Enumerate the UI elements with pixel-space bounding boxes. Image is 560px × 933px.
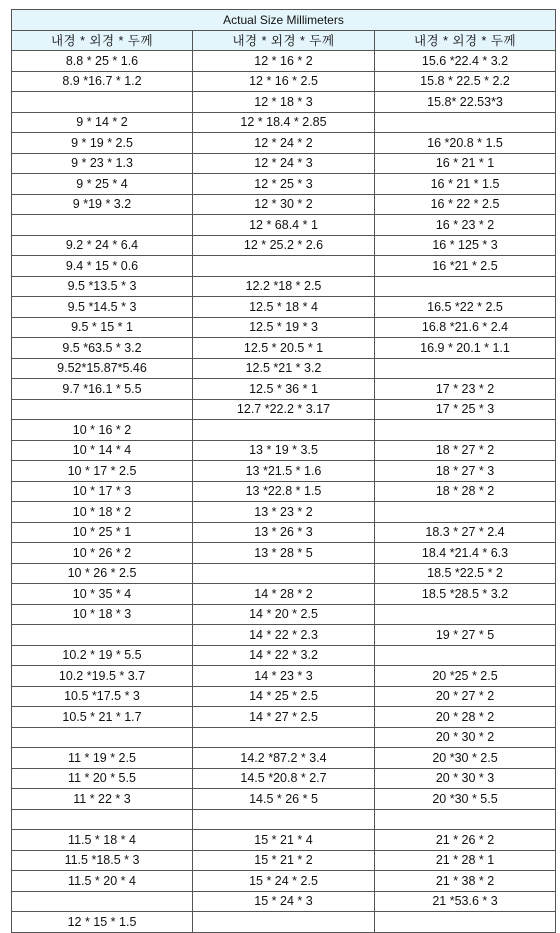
table-cell: 12.5 * 20.5 * 1 <box>193 338 375 359</box>
table-row <box>12 830 556 851</box>
table-row <box>12 461 556 482</box>
table-cell <box>12 399 193 420</box>
table-row <box>12 543 556 564</box>
table-cell: 10 * 18 * 2 <box>12 502 193 523</box>
table-cell: 10 * 16 * 2 <box>12 420 193 441</box>
table-cell: 10 * 25 * 1 <box>12 522 193 543</box>
column-header-1: 내경 * 외경 * 두께 <box>12 30 193 51</box>
table-cell: 12 * 16 * 2.5 <box>193 71 375 92</box>
table-row <box>12 153 556 174</box>
table-row <box>12 235 556 256</box>
table-cell: 12.5 *21 * 3.2 <box>193 358 375 379</box>
table-row <box>12 604 556 625</box>
table-cell: 18.4 *21.4 * 6.3 <box>375 543 556 564</box>
table-row <box>12 51 556 72</box>
table-cell: 9 * 14 * 2 <box>12 112 193 133</box>
table-cell: 16.8 *21.6 * 2.4 <box>375 317 556 338</box>
table-row <box>12 666 556 687</box>
table-row <box>12 727 556 748</box>
table-cell: 11.5 * 18 * 4 <box>12 830 193 851</box>
table-cell: 16 * 22 * 2.5 <box>375 194 556 215</box>
table-cell: 9.4 * 15 * 0.6 <box>12 256 193 277</box>
table-row <box>12 563 556 584</box>
table-cell: 20 * 30 * 3 <box>375 768 556 789</box>
table-cell <box>193 256 375 277</box>
table-cell: 12 * 25 * 3 <box>193 174 375 195</box>
table-cell: 18.5 *22.5 * 2 <box>375 563 556 584</box>
table-cell: 13 * 26 * 3 <box>193 522 375 543</box>
table-cell: 14 * 25 * 2.5 <box>193 686 375 707</box>
table-cell: 14 * 22 * 2.3 <box>193 625 375 646</box>
table-cell: 8.8 * 25 * 1.6 <box>12 51 193 72</box>
table-cell: 18.3 * 27 * 2.4 <box>375 522 556 543</box>
table-row <box>12 71 556 92</box>
table-row <box>12 420 556 441</box>
table-cell: 14.2 *87.2 * 3.4 <box>193 748 375 769</box>
table-row <box>12 789 556 810</box>
table-cell: 11.5 *18.5 * 3 <box>12 850 193 871</box>
title-row <box>12 10 556 31</box>
table-row <box>12 768 556 789</box>
table-cell <box>375 276 556 297</box>
table-cell: 11 * 20 * 5.5 <box>12 768 193 789</box>
table-cell: 18.5 *28.5 * 3.2 <box>375 584 556 605</box>
table-cell: 10 * 26 * 2.5 <box>12 563 193 584</box>
table-cell: 9.5 *14.5 * 3 <box>12 297 193 318</box>
table-row <box>12 809 556 830</box>
table-cell: 12 * 68.4 * 1 <box>193 215 375 236</box>
table-cell <box>193 912 375 933</box>
table-row <box>12 215 556 236</box>
table-cell: 21 * 28 * 1 <box>375 850 556 871</box>
table-cell <box>375 645 556 666</box>
table-cell: 12.5 * 19 * 3 <box>193 317 375 338</box>
table-row <box>12 440 556 461</box>
table-row <box>12 297 556 318</box>
table-row <box>12 358 556 379</box>
table-cell: 9 * 23 * 1.3 <box>12 153 193 174</box>
table-cell: 9.2 * 24 * 6.4 <box>12 235 193 256</box>
table-cell: 10.5 *17.5 * 3 <box>12 686 193 707</box>
table-cell: 18 * 28 * 2 <box>375 481 556 502</box>
table-cell <box>12 809 193 830</box>
table-cell: 14 * 20 * 2.5 <box>193 604 375 625</box>
table-cell <box>375 604 556 625</box>
table-cell: 16 *20.8 * 1.5 <box>375 133 556 154</box>
table-cell: 20 * 28 * 2 <box>375 707 556 728</box>
table-cell: 10.2 *19.5 * 3.7 <box>12 666 193 687</box>
column-header-3: 내경 * 외경 * 두께 <box>375 30 556 51</box>
table-row <box>12 625 556 646</box>
table-row <box>12 748 556 769</box>
table-cell: 12.7 *22.2 * 3.17 <box>193 399 375 420</box>
table-cell: 9 * 19 * 2.5 <box>12 133 193 154</box>
table-cell: 20 *30 * 5.5 <box>375 789 556 810</box>
table-cell: 9 *19 * 3.2 <box>12 194 193 215</box>
table-cell: 12.5 * 18 * 4 <box>193 297 375 318</box>
table-cell: 14 * 23 * 3 <box>193 666 375 687</box>
table-cell: 15.8* 22.53*3 <box>375 92 556 113</box>
table-cell <box>12 727 193 748</box>
table-row <box>12 174 556 195</box>
table-cell: 8.9 *16.7 * 1.2 <box>12 71 193 92</box>
table-cell: 12 * 24 * 2 <box>193 133 375 154</box>
table-cell: 14.5 *20.8 * 2.7 <box>193 768 375 789</box>
table-cell: 12 * 25.2 * 2.6 <box>193 235 375 256</box>
table-cell: 9.5 *13.5 * 3 <box>12 276 193 297</box>
table-cell: 15.8 * 22.5 * 2.2 <box>375 71 556 92</box>
table-cell: 17 * 25 * 3 <box>375 399 556 420</box>
table-row <box>12 338 556 359</box>
table-cell <box>193 420 375 441</box>
table-cell: 20 * 30 * 2 <box>375 727 556 748</box>
table-cell: 18 * 27 * 2 <box>375 440 556 461</box>
table-cell: 14 * 27 * 2.5 <box>193 707 375 728</box>
table-row <box>12 891 556 912</box>
table-row <box>12 481 556 502</box>
table-row <box>12 256 556 277</box>
table-cell: 9.5 *63.5 * 3.2 <box>12 338 193 359</box>
table-cell: 12 * 30 * 2 <box>193 194 375 215</box>
table-cell: 20 * 27 * 2 <box>375 686 556 707</box>
table-cell: 16 * 23 * 2 <box>375 215 556 236</box>
table-cell: 14.5 * 26 * 5 <box>193 789 375 810</box>
table-cell: 16 * 21 * 1.5 <box>375 174 556 195</box>
table-row <box>12 502 556 523</box>
table-row <box>12 584 556 605</box>
table-cell: 10 * 17 * 3 <box>12 481 193 502</box>
table-cell <box>193 809 375 830</box>
table-cell: 14 * 28 * 2 <box>193 584 375 605</box>
table-cell: 10 * 14 * 4 <box>12 440 193 461</box>
table-cell <box>12 215 193 236</box>
table-cell: 20 *30 * 2.5 <box>375 748 556 769</box>
table-cell: 11 * 19 * 2.5 <box>12 748 193 769</box>
table-cell: 12 * 24 * 3 <box>193 153 375 174</box>
table-row <box>12 379 556 400</box>
table-cell: 12.5 * 36 * 1 <box>193 379 375 400</box>
size-table-sheet <box>11 9 555 933</box>
table-cell <box>375 912 556 933</box>
table-cell <box>12 92 193 113</box>
table-cell: 21 * 38 * 2 <box>375 871 556 892</box>
table-cell: 16 *21 * 2.5 <box>375 256 556 277</box>
table-cell <box>375 420 556 441</box>
table-cell: 16.9 * 20.1 * 1.1 <box>375 338 556 359</box>
table-cell: 11.5 * 20 * 4 <box>12 871 193 892</box>
table-cell <box>193 727 375 748</box>
table-cell: 9.52*15.87*5.46 <box>12 358 193 379</box>
table-cell: 9.7 *16.1 * 5.5 <box>12 379 193 400</box>
table-cell: 21 * 26 * 2 <box>375 830 556 851</box>
table-cell: 13 *21.5 * 1.6 <box>193 461 375 482</box>
table-row <box>12 92 556 113</box>
table-cell: 17 * 23 * 2 <box>375 379 556 400</box>
table-cell: 21 *53.6 * 3 <box>375 891 556 912</box>
table-row <box>12 871 556 892</box>
table-cell: 16 * 125 * 3 <box>375 235 556 256</box>
table-cell: 9.5 * 15 * 1 <box>12 317 193 338</box>
table-row <box>12 317 556 338</box>
table-cell: 12 * 15 * 1.5 <box>12 912 193 933</box>
table-cell: 10 * 17 * 2.5 <box>12 461 193 482</box>
table-cell <box>12 625 193 646</box>
table-cell <box>375 358 556 379</box>
table-row <box>12 194 556 215</box>
table-cell: 16 * 21 * 1 <box>375 153 556 174</box>
table-cell: 19 * 27 * 5 <box>375 625 556 646</box>
table-body <box>12 51 556 933</box>
table-cell: 14 * 22 * 3.2 <box>193 645 375 666</box>
table-cell: 13 * 23 * 2 <box>193 502 375 523</box>
table-title: Actual Size Millimeters <box>12 10 556 31</box>
column-header-2: 내경 * 외경 * 두께 <box>193 30 375 51</box>
table-cell <box>193 563 375 584</box>
table-cell: 9 * 25 * 4 <box>12 174 193 195</box>
table-cell: 12 * 18.4 * 2.85 <box>193 112 375 133</box>
table-cell <box>375 502 556 523</box>
table-cell: 12.2 *18 * 2.5 <box>193 276 375 297</box>
table-cell: 13 * 19 * 3.5 <box>193 440 375 461</box>
table-row <box>12 112 556 133</box>
table-row <box>12 850 556 871</box>
table-cell: 10.5 * 21 * 1.7 <box>12 707 193 728</box>
table-cell: 10 * 35 * 4 <box>12 584 193 605</box>
table-row <box>12 645 556 666</box>
size-table <box>11 9 556 933</box>
table-cell <box>375 112 556 133</box>
table-cell <box>375 809 556 830</box>
table-cell: 15 * 24 * 2.5 <box>193 871 375 892</box>
table-cell: 15.6 *22.4 * 3.2 <box>375 51 556 72</box>
header-row <box>12 30 556 51</box>
table-cell: 10 * 18 * 3 <box>12 604 193 625</box>
table-cell: 10.2 * 19 * 5.5 <box>12 645 193 666</box>
table-row <box>12 686 556 707</box>
table-cell: 18 * 27 * 3 <box>375 461 556 482</box>
table-cell: 12 * 18 * 3 <box>193 92 375 113</box>
table-row <box>12 912 556 933</box>
table-cell <box>12 891 193 912</box>
table-row <box>12 276 556 297</box>
table-cell: 13 * 28 * 5 <box>193 543 375 564</box>
table-cell: 15 * 24 * 3 <box>193 891 375 912</box>
table-cell: 10 * 26 * 2 <box>12 543 193 564</box>
table-row <box>12 399 556 420</box>
table-cell: 15 * 21 * 4 <box>193 830 375 851</box>
table-cell: 11 * 22 * 3 <box>12 789 193 810</box>
table-cell: 16.5 *22 * 2.5 <box>375 297 556 318</box>
table-cell: 12 * 16 * 2 <box>193 51 375 72</box>
table-cell: 20 *25 * 2.5 <box>375 666 556 687</box>
table-row <box>12 133 556 154</box>
table-cell: 15 * 21 * 2 <box>193 850 375 871</box>
table-row <box>12 522 556 543</box>
table-row <box>12 707 556 728</box>
table-cell: 13 *22.8 * 1.5 <box>193 481 375 502</box>
